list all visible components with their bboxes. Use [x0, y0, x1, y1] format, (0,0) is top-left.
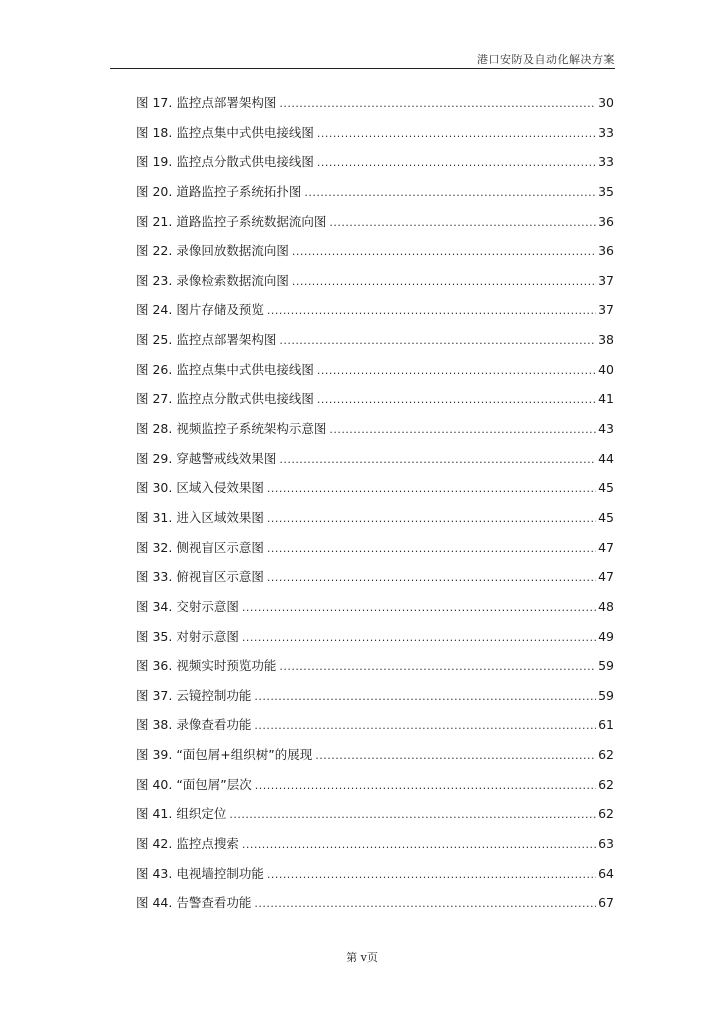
toc-entry-label: 图 26. 监控点集中式供电接线图: [136, 361, 314, 377]
toc-entry-label: 图 30. 区域入侵效果图: [136, 480, 264, 496]
toc-dot-leader: [242, 830, 596, 860]
toc-entry-label: 图 32. 侧视盲区示意图: [136, 539, 264, 555]
toc-dot-leader: [317, 148, 596, 178]
toc-entry[interactable]: [136, 384, 614, 414]
toc-dot-leader: [279, 326, 596, 356]
toc-entry-page-number: 47: [598, 539, 614, 555]
toc-entry-page-number: 33: [598, 124, 614, 140]
toc-dot-leader: [254, 682, 596, 712]
toc-dot-leader: [279, 89, 596, 119]
toc-entry-page-number: 48: [598, 598, 614, 614]
toc-entry-label: 图 35. 对射示意图: [136, 628, 239, 644]
toc-entry[interactable]: [136, 118, 614, 148]
toc-entry-page-number: 45: [598, 509, 614, 525]
toc-entry-page-number: 41: [598, 391, 614, 407]
toc-entry-page-number: 40: [598, 361, 614, 377]
toc-dot-leader: [279, 652, 596, 682]
toc-entry[interactable]: [136, 681, 614, 711]
toc-dot-leader: [242, 593, 596, 623]
toc-entry[interactable]: [136, 829, 614, 859]
toc-dot-leader: [255, 771, 596, 801]
toc-dot-leader: [329, 208, 596, 238]
toc-entry-label: 图 37. 云镜控制功能: [136, 687, 252, 703]
page-header: [110, 48, 615, 69]
toc-entry[interactable]: [136, 236, 614, 266]
toc-entry-label: 图 43. 电视墙控制功能: [136, 865, 264, 881]
toc-entry-label: 图 38. 录像查看功能: [136, 717, 252, 733]
toc-entry[interactable]: [136, 710, 614, 740]
toc-entry-label: 图 21. 道路监控子系统数据流向图: [136, 213, 327, 229]
toc-entry[interactable]: [136, 740, 614, 770]
toc-entry-page-number: 67: [598, 895, 614, 911]
toc-dot-leader: [267, 504, 596, 534]
toc-entry[interactable]: [136, 414, 614, 444]
toc-entry-label: 图 17. 监控点部署架构图: [136, 95, 277, 110]
toc-entry[interactable]: [136, 88, 614, 118]
toc-entry-label: 图 41. 组织定位: [136, 806, 227, 822]
toc-dot-leader: [229, 800, 596, 830]
toc-entry-label: 图 28. 视频监控子系统架构示意图: [136, 421, 327, 437]
toc-entry-label: 图 22. 录像回放数据流向图: [136, 243, 289, 259]
toc-entry-label: 图 24. 图片存储及预览: [136, 302, 264, 318]
toc-entry[interactable]: [136, 562, 614, 592]
toc-entry-page-number: 62: [598, 747, 614, 763]
toc-entry[interactable]: [136, 888, 614, 918]
toc-entry-label: 图 34. 交射示意图: [136, 598, 239, 614]
toc-dot-leader: [292, 267, 596, 297]
toc-entry-page-number: 36: [598, 213, 614, 229]
toc-dot-leader: [267, 534, 596, 564]
toc-dot-leader: [242, 623, 596, 653]
toc-entry[interactable]: [136, 533, 614, 563]
document-title: 港口安防及自动化解决方案: [477, 53, 615, 66]
toc-dot-leader: [317, 385, 596, 415]
toc-dot-leader: [315, 741, 596, 771]
toc-dot-leader: [279, 445, 596, 475]
toc-dot-leader: [292, 237, 596, 267]
toc-entry[interactable]: [136, 177, 614, 207]
toc-entry-label: 图 18. 监控点集中式供电接线图: [136, 124, 314, 140]
toc-entry-label: 图 42. 监控点搜索: [136, 836, 239, 852]
toc-dot-leader: [317, 119, 596, 149]
toc-entry-label: 图 29. 穿越警戒线效果图: [136, 450, 277, 466]
toc-dot-leader: [329, 415, 596, 445]
page-number: 第 v页: [346, 951, 378, 964]
figure-table-of-contents: [136, 88, 614, 918]
toc-dot-leader: [304, 178, 596, 208]
toc-entry-label: 图 40. “面包屑”层次: [136, 776, 252, 792]
toc-entry[interactable]: [136, 295, 614, 325]
toc-entry-page-number: 44: [598, 450, 614, 466]
toc-entry-label: 图 20. 道路监控子系统拓扑图: [136, 183, 302, 199]
toc-entry-label: 图 19. 监控点分散式供电接线图: [136, 154, 314, 170]
toc-entry-label: 图 31. 进入区域效果图: [136, 509, 264, 525]
toc-entry[interactable]: [136, 266, 614, 296]
toc-entry-page-number: 62: [598, 806, 614, 822]
toc-entry-label: 图 25. 监控点部署架构图: [136, 332, 277, 348]
toc-entry-label: 图 39. “面包屑+组织树”的展现: [136, 747, 313, 763]
toc-entry[interactable]: [136, 444, 614, 474]
toc-entry[interactable]: [136, 651, 614, 681]
toc-entry-page-number: 30: [598, 95, 614, 110]
toc-entry-label: 图 44. 告警查看功能: [136, 895, 252, 911]
toc-entry-label: 图 27. 监控点分散式供电接线图: [136, 391, 314, 407]
toc-entry-page-number: 43: [598, 421, 614, 437]
toc-entry[interactable]: [136, 325, 614, 355]
toc-entry[interactable]: [136, 770, 614, 800]
toc-entry[interactable]: [136, 355, 614, 385]
toc-entry[interactable]: [136, 622, 614, 652]
toc-entry[interactable]: [136, 592, 614, 622]
toc-entry[interactable]: [136, 503, 614, 533]
toc-entry-page-number: 64: [598, 865, 614, 881]
toc-entry-page-number: 63: [598, 836, 614, 852]
toc-dot-leader: [267, 296, 596, 326]
toc-entry-label: 图 36. 视频实时预览功能: [136, 658, 277, 674]
toc-dot-leader: [267, 860, 596, 890]
toc-entry[interactable]: [136, 799, 614, 829]
toc-entry-page-number: 47: [598, 569, 614, 585]
toc-entry-page-number: 49: [598, 628, 614, 644]
toc-entry-page-number: 59: [598, 658, 614, 674]
toc-entry-page-number: 61: [598, 717, 614, 733]
toc-entry-page-number: 36: [598, 243, 614, 259]
toc-entry-label: 图 33. 俯视盲区示意图: [136, 569, 264, 585]
toc-entry-page-number: 38: [598, 332, 614, 348]
toc-dot-leader: [267, 563, 596, 593]
toc-entry-page-number: 37: [598, 302, 614, 318]
toc-entry-label: 图 23. 录像检索数据流向图: [136, 272, 289, 288]
toc-entry[interactable]: [136, 207, 614, 237]
toc-dot-leader: [254, 711, 596, 741]
toc-entry-page-number: 37: [598, 272, 614, 288]
toc-entry-page-number: 33: [598, 154, 614, 170]
toc-dot-leader: [267, 474, 596, 504]
toc-entry[interactable]: [136, 859, 614, 889]
toc-dot-leader: [317, 356, 596, 386]
toc-entry[interactable]: [136, 473, 614, 503]
toc-dot-leader: [254, 889, 596, 919]
toc-entry-page-number: 45: [598, 480, 614, 496]
toc-entry[interactable]: [136, 147, 614, 177]
toc-entry-page-number: 35: [598, 183, 614, 199]
toc-entry-page-number: 59: [598, 687, 614, 703]
toc-entry-page-number: 62: [598, 776, 614, 792]
